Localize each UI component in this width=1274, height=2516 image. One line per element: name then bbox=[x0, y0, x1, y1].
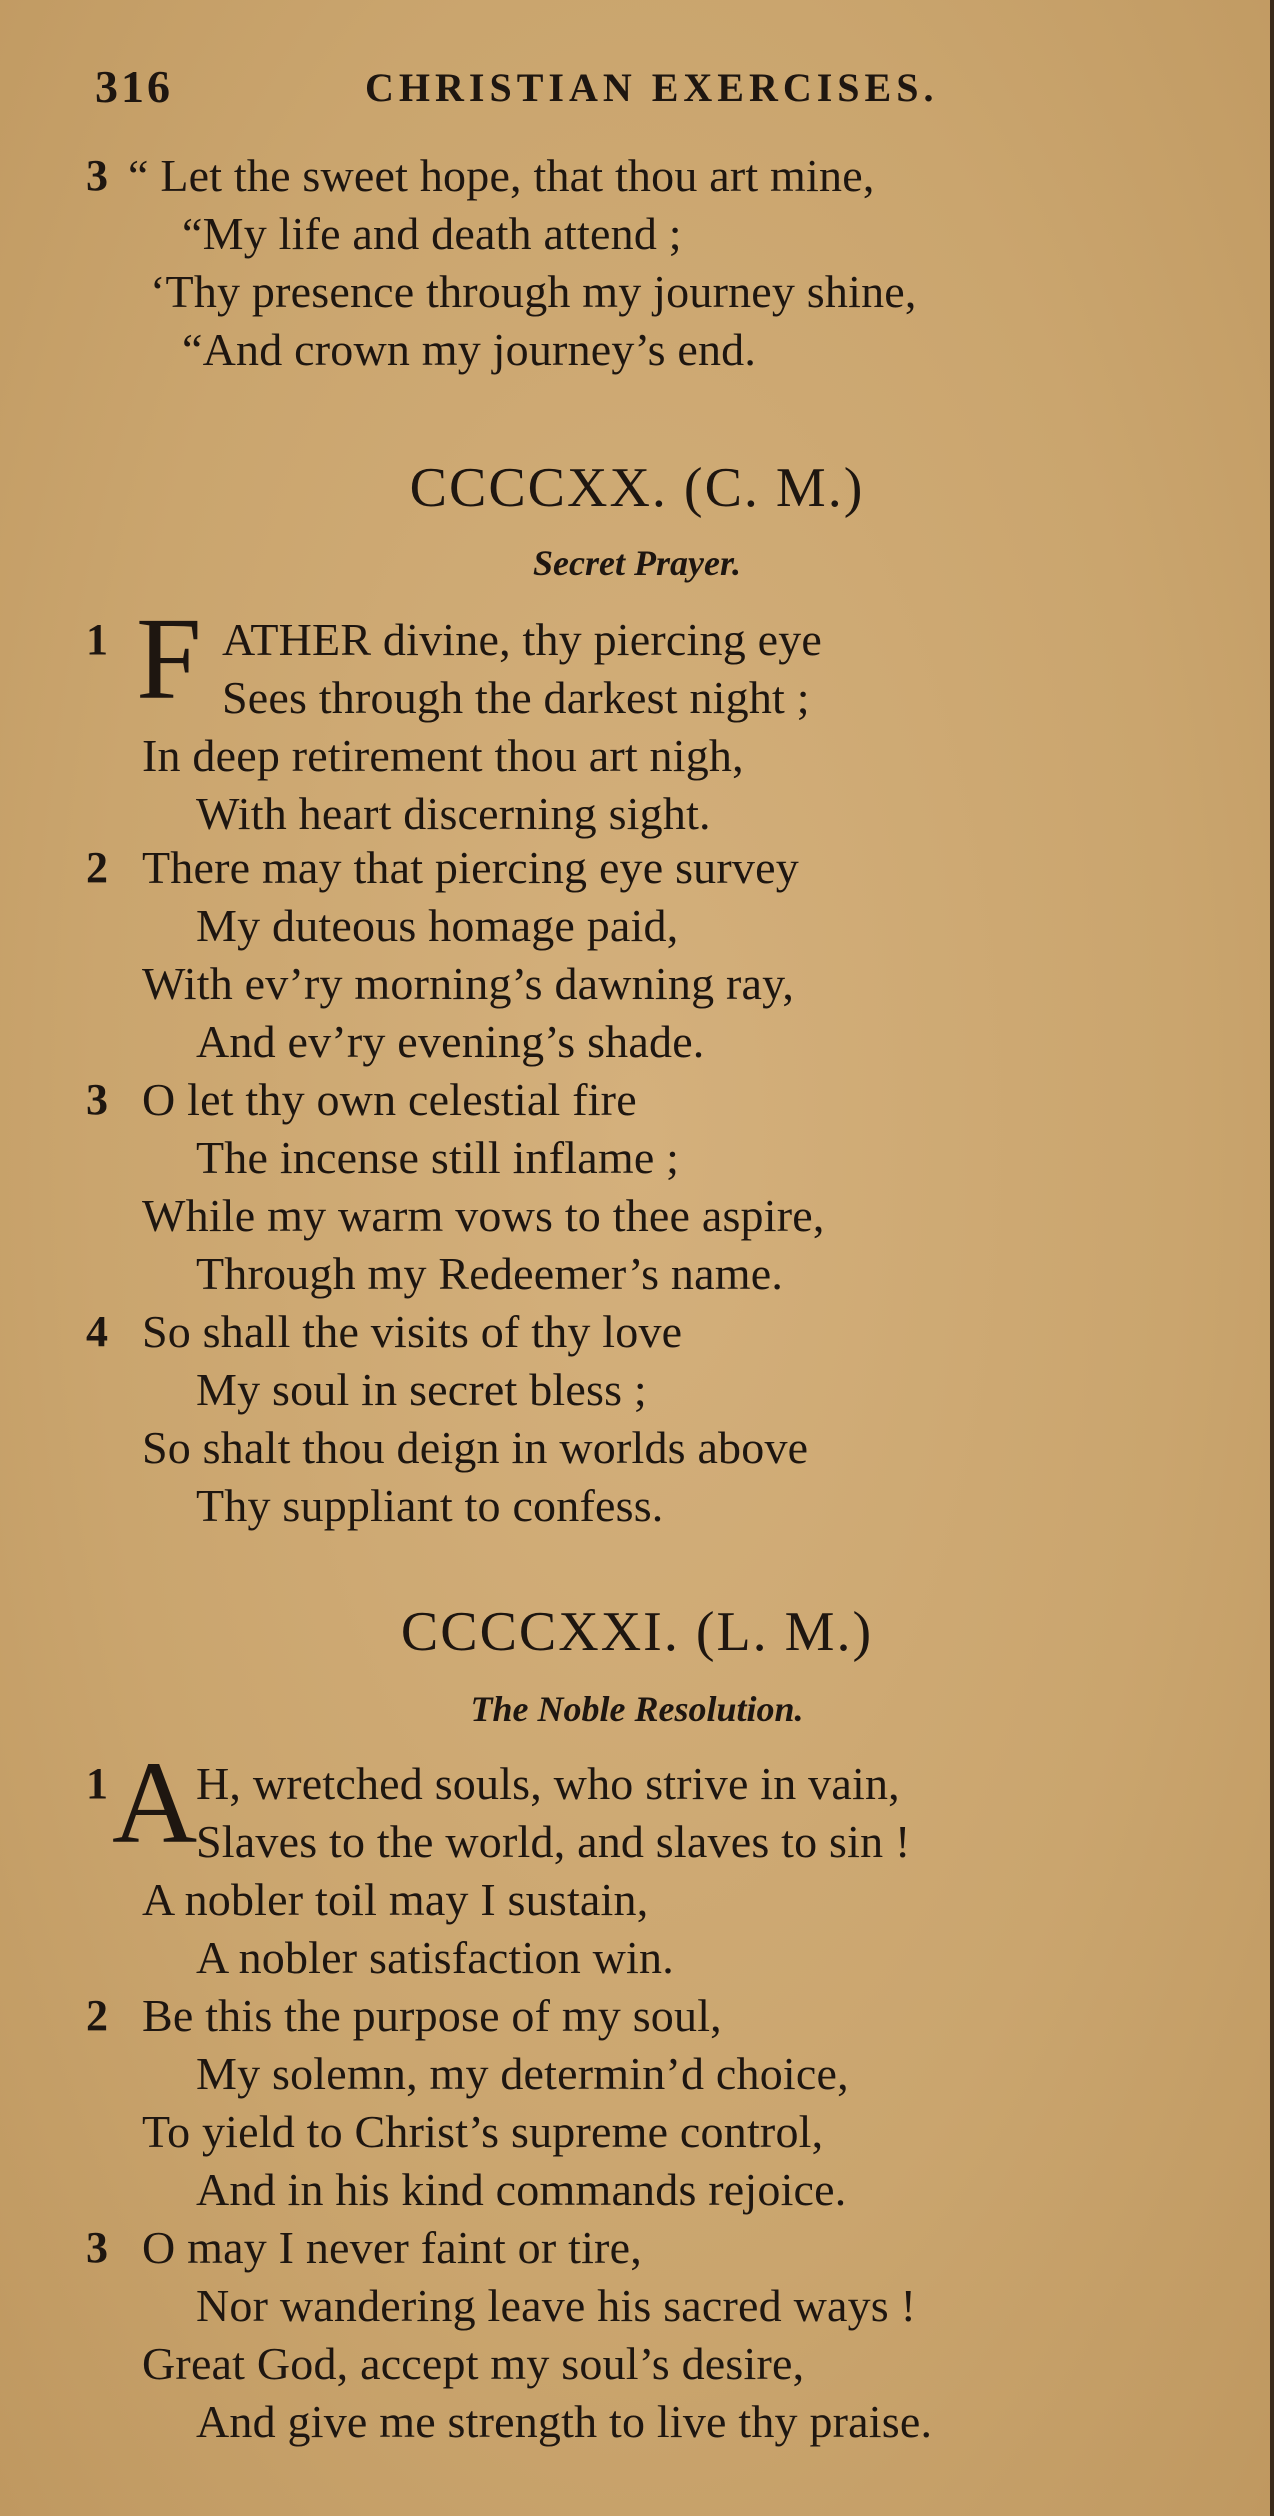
drop-cap: A bbox=[112, 1737, 198, 1868]
stanza-number: 2 bbox=[86, 1991, 108, 2040]
verse-line: While my warm vows to thee aspire, bbox=[142, 1190, 825, 1241]
verse-line: O let thy own celestial fire bbox=[142, 1074, 637, 1125]
stanza-number: 1 bbox=[86, 615, 108, 664]
page-edge bbox=[1270, 0, 1274, 2516]
verse-line: “My life and death attend ; bbox=[182, 208, 682, 259]
verse-line: Thy suppliant to confess. bbox=[196, 1480, 664, 1531]
verse-line: ATHER divine, thy piercing eye bbox=[222, 614, 823, 665]
verse-line: Be this the purpose of my soul, bbox=[142, 1990, 722, 2041]
verse-line: Through my Redeemer’s name. bbox=[196, 1248, 784, 1299]
verse-line: So shall the visits of thy love bbox=[142, 1306, 683, 1357]
hymn-subtitle: Secret Prayer. bbox=[533, 543, 741, 583]
stanza-number: 3 bbox=[86, 151, 108, 200]
verse-line: With ev’ry morning’s dawning ray, bbox=[142, 958, 795, 1009]
verse-line: “And crown my journey’s end. bbox=[182, 324, 757, 375]
verse-line: Nor wandering leave his sacred ways ! bbox=[196, 2280, 917, 2331]
verse-line: In deep retirement thou art nigh, bbox=[142, 730, 744, 781]
drop-cap: F bbox=[136, 593, 202, 724]
verse-line: And in his kind commands rejoice. bbox=[196, 2164, 847, 2215]
verse-line: Sees through the darkest night ; bbox=[222, 672, 810, 723]
verse-line: With heart discerning sight. bbox=[196, 788, 711, 839]
verse-line: My solemn, my determin’d choice, bbox=[196, 2048, 849, 2099]
verse-line: My soul in secret bless ; bbox=[196, 1364, 647, 1415]
verse-line: My duteous homage paid, bbox=[196, 900, 679, 951]
verse-line: Great God, accept my soul’s desire, bbox=[142, 2338, 805, 2389]
verse-line: There may that piercing eye survey bbox=[142, 842, 799, 893]
verse-line: The incense still inflame ; bbox=[196, 1132, 680, 1183]
hymn-title: CCCCXX. (C. M.) bbox=[409, 457, 865, 519]
verse-line: A nobler satisfaction win. bbox=[196, 1932, 674, 1983]
stanza-number: 1 bbox=[86, 1759, 108, 1808]
verse-line: ‘Thy presence through my journey shine, bbox=[150, 266, 917, 317]
stanza-number: 3 bbox=[86, 1075, 108, 1124]
verse-line: And ev’ry evening’s shade. bbox=[196, 1016, 705, 1067]
hymn-title: CCCCXXI. (L. M.) bbox=[400, 1601, 874, 1663]
stanza-number: 4 bbox=[86, 1307, 108, 1356]
verse-line: To yield to Christ’s supreme control, bbox=[142, 2106, 824, 2157]
verse-line: A nobler toil may I sustain, bbox=[142, 1874, 649, 1925]
stanza-number: 2 bbox=[86, 843, 108, 892]
verse-line: “ Let the sweet hope, that thou art mine, bbox=[128, 150, 875, 201]
running-header bbox=[95, 60, 1175, 130]
verse-line: O may I never faint or tire, bbox=[142, 2222, 642, 2273]
stanza-number: 3 bbox=[86, 2223, 108, 2272]
verse-line: Slaves to the world, and slaves to sin ! bbox=[196, 1816, 911, 1867]
verse-line: H, wretched souls, who strive in vain, bbox=[196, 1758, 900, 1809]
verse-line: So shalt thou deign in worlds above bbox=[142, 1422, 809, 1473]
hymn-subtitle: The Noble Resolution. bbox=[470, 1689, 804, 1729]
running-title: CHRISTIAN EXERCISES. bbox=[365, 65, 939, 110]
verse-line: And give me strength to live thy praise. bbox=[196, 2396, 933, 2447]
page-number: 316 bbox=[95, 61, 173, 112]
